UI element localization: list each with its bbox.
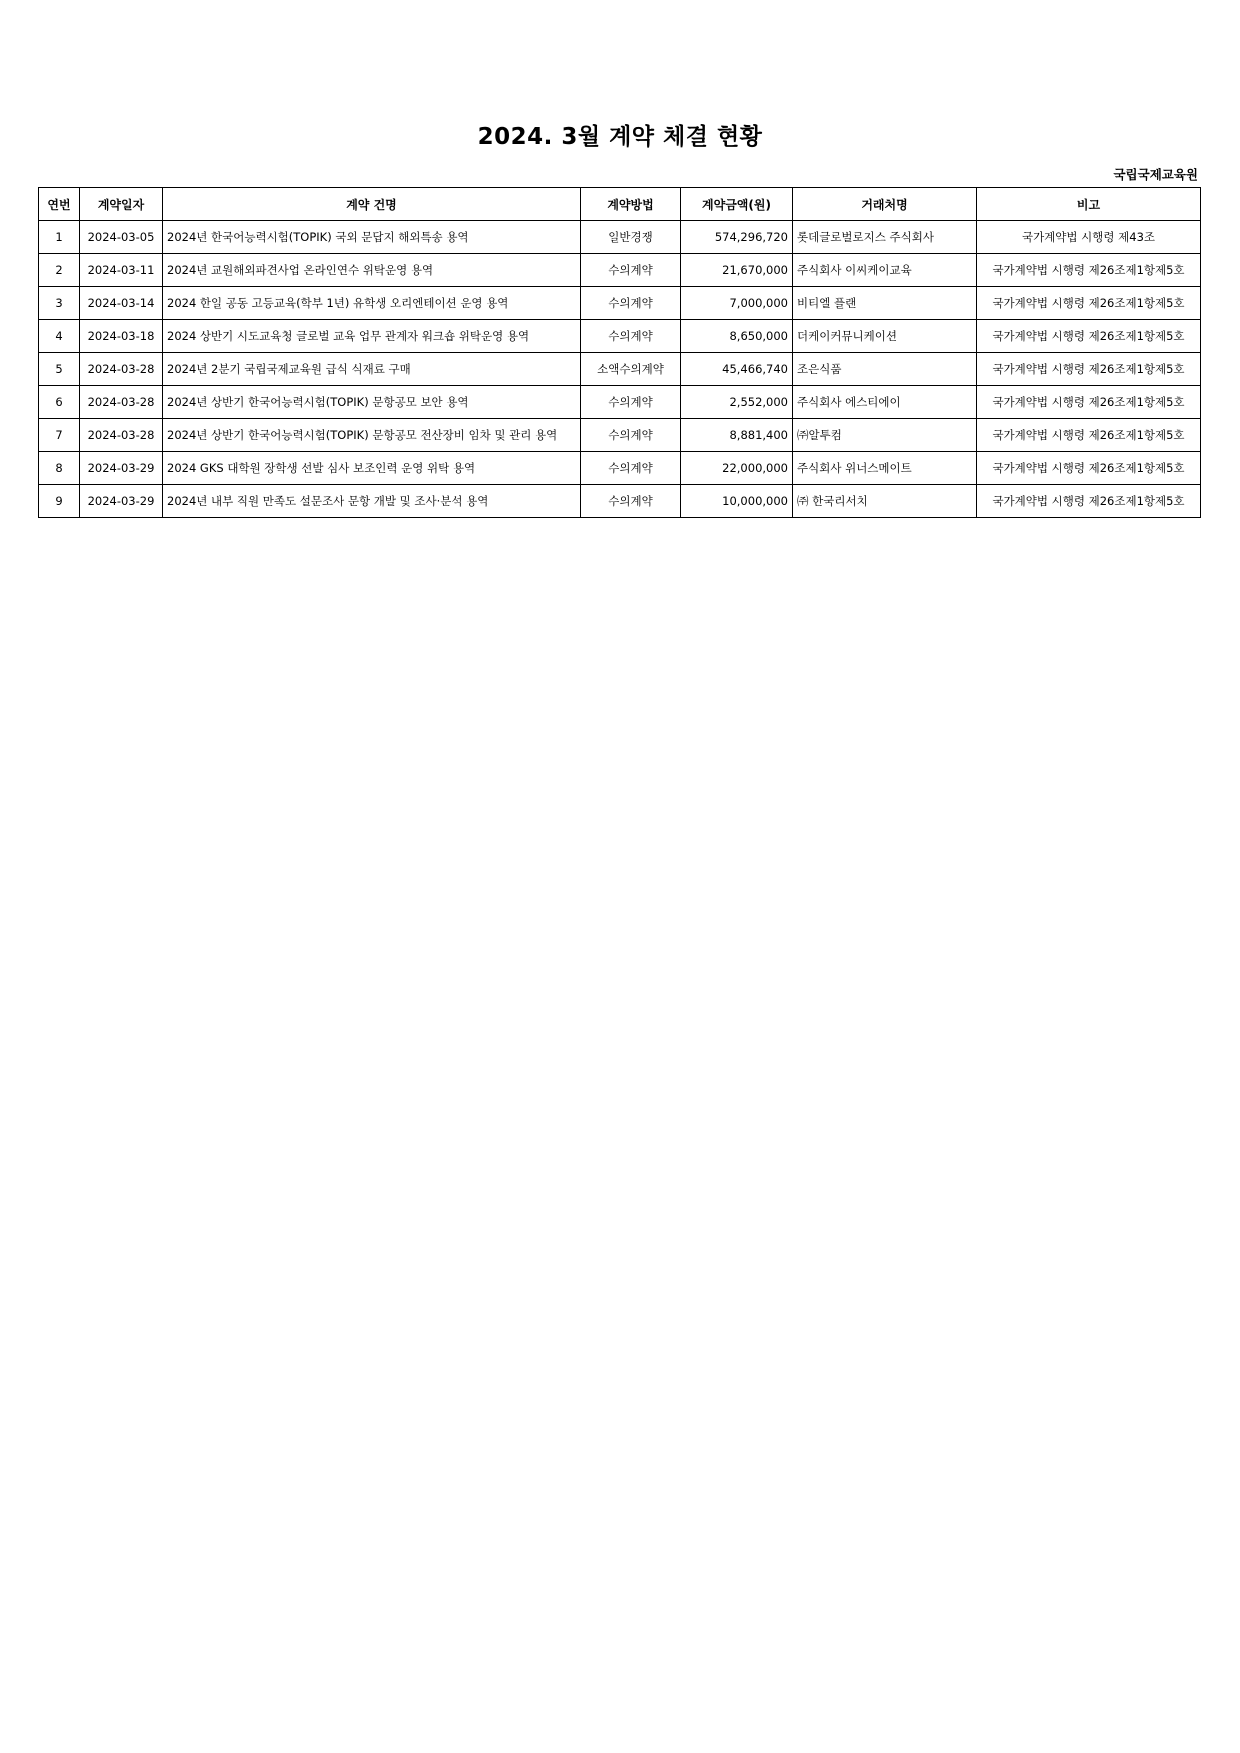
header-no: 연번: [39, 188, 80, 221]
cell-amount: 22,000,000: [681, 452, 793, 485]
cell-method: 일반경쟁: [581, 221, 681, 254]
cell-name: 2024년 상반기 한국어능력시험(TOPIK) 문항공모 보안 용역: [163, 386, 581, 419]
cell-vendor: 주식회사 위너스메이트: [793, 452, 977, 485]
cell-vendor: 더케이커뮤니케이션: [793, 320, 977, 353]
table-row: [39, 485, 1201, 518]
cell-method: 수의계약: [581, 287, 681, 320]
table-row: [39, 353, 1201, 386]
header-vendor: 거래처명: [793, 188, 977, 221]
cell-no: 8: [39, 452, 80, 485]
cell-method: 수의계약: [581, 452, 681, 485]
cell-method: 수의계약: [581, 419, 681, 452]
cell-note: 국가계약법 시행령 제43조: [977, 221, 1201, 254]
cell-vendor: 조은식품: [793, 353, 977, 386]
header-date: 계약일자: [80, 188, 163, 221]
table-row: [39, 254, 1201, 287]
cell-no: 5: [39, 353, 80, 386]
cell-name: 2024 상반기 시도교육청 글로벌 교육 업무 관계자 워크숍 위탁운영 용역: [163, 320, 581, 353]
cell-note: 국가계약법 시행령 제26조제1항제5호: [977, 320, 1201, 353]
table-header-row: [39, 188, 1201, 221]
cell-no: 9: [39, 485, 80, 518]
cell-amount: 7,000,000: [681, 287, 793, 320]
cell-no: 6: [39, 386, 80, 419]
cell-amount: 2,552,000: [681, 386, 793, 419]
cell-note: 국가계약법 시행령 제26조제1항제5호: [977, 254, 1201, 287]
cell-note: 국가계약법 시행령 제26조제1항제5호: [977, 419, 1201, 452]
cell-name: 2024 GKS 대학원 장학생 선발 심사 보조인력 운영 위탁 용역: [163, 452, 581, 485]
header-amount: 계약금액(원): [681, 188, 793, 221]
cell-method: 수의계약: [581, 320, 681, 353]
cell-amount: 45,466,740: [681, 353, 793, 386]
cell-note: 국가계약법 시행령 제26조제1항제5호: [977, 386, 1201, 419]
cell-vendor: ㈜알투컴: [793, 419, 977, 452]
cell-date: 2024-03-18: [80, 320, 163, 353]
cell-no: 4: [39, 320, 80, 353]
cell-name: 2024년 교원해외파견사업 온라인연수 위탁운영 용역: [163, 254, 581, 287]
organization-name: 국립국제교육원: [1113, 167, 1198, 182]
table-row: [39, 221, 1201, 254]
cell-no: 3: [39, 287, 80, 320]
cell-no: 1: [39, 221, 80, 254]
cell-date: 2024-03-14: [80, 287, 163, 320]
cell-date: 2024-03-29: [80, 485, 163, 518]
table-row: [39, 452, 1201, 485]
cell-note: 국가계약법 시행령 제26조제1항제5호: [977, 485, 1201, 518]
cell-name: 2024년 내부 직원 만족도 설문조사 문항 개발 및 조사·분석 용역: [163, 485, 581, 518]
table-row: [39, 386, 1201, 419]
cell-amount: 10,000,000: [681, 485, 793, 518]
cell-method: 소액수의계약: [581, 353, 681, 386]
cell-no: 7: [39, 419, 80, 452]
cell-name: 2024년 2분기 국립국제교육원 급식 식재료 구매: [163, 353, 581, 386]
cell-amount: 21,670,000: [681, 254, 793, 287]
cell-amount: 8,650,000: [681, 320, 793, 353]
cell-date: 2024-03-28: [80, 419, 163, 452]
contract-table: [38, 187, 1201, 518]
cell-vendor: 롯데글로벌로지스 주식회사: [793, 221, 977, 254]
cell-date: 2024-03-28: [80, 386, 163, 419]
header-name: 계약 건명: [163, 188, 581, 221]
cell-method: 수의계약: [581, 485, 681, 518]
cell-vendor: ㈜ 한국리서치: [793, 485, 977, 518]
table-row: [39, 287, 1201, 320]
cell-date: 2024-03-05: [80, 221, 163, 254]
table-row: [39, 320, 1201, 353]
header-method: 계약방법: [581, 188, 681, 221]
cell-no: 2: [39, 254, 80, 287]
cell-vendor: 주식회사 이씨케이교육: [793, 254, 977, 287]
cell-note: 국가계약법 시행령 제26조제1항제5호: [977, 353, 1201, 386]
cell-date: 2024-03-29: [80, 452, 163, 485]
cell-name: 2024 한일 공동 고등교육(학부 1년) 유학생 오리엔테이션 운영 용역: [163, 287, 581, 320]
cell-date: 2024-03-28: [80, 353, 163, 386]
page-title: 2024. 3월 계약 체결 현황: [477, 124, 763, 150]
cell-note: 국가계약법 시행령 제26조제1항제5호: [977, 287, 1201, 320]
cell-method: 수의계약: [581, 254, 681, 287]
cell-note: 국가계약법 시행령 제26조제1항제5호: [977, 452, 1201, 485]
table-row: [39, 419, 1201, 452]
cell-date: 2024-03-11: [80, 254, 163, 287]
cell-method: 수의계약: [581, 386, 681, 419]
cell-name: 2024년 상반기 한국어능력시험(TOPIK) 문항공모 전산장비 임차 및 관리 용역: [163, 419, 581, 452]
cell-amount: 8,881,400: [681, 419, 793, 452]
header-note: 비고: [977, 188, 1201, 221]
cell-name: 2024년 한국어능력시험(TOPIK) 국외 문답지 해외특송 용역: [163, 221, 581, 254]
cell-vendor: 주식회사 에스티에이: [793, 386, 977, 419]
cell-amount: 574,296,720: [681, 221, 793, 254]
cell-vendor: 비티엘 플랜: [793, 287, 977, 320]
